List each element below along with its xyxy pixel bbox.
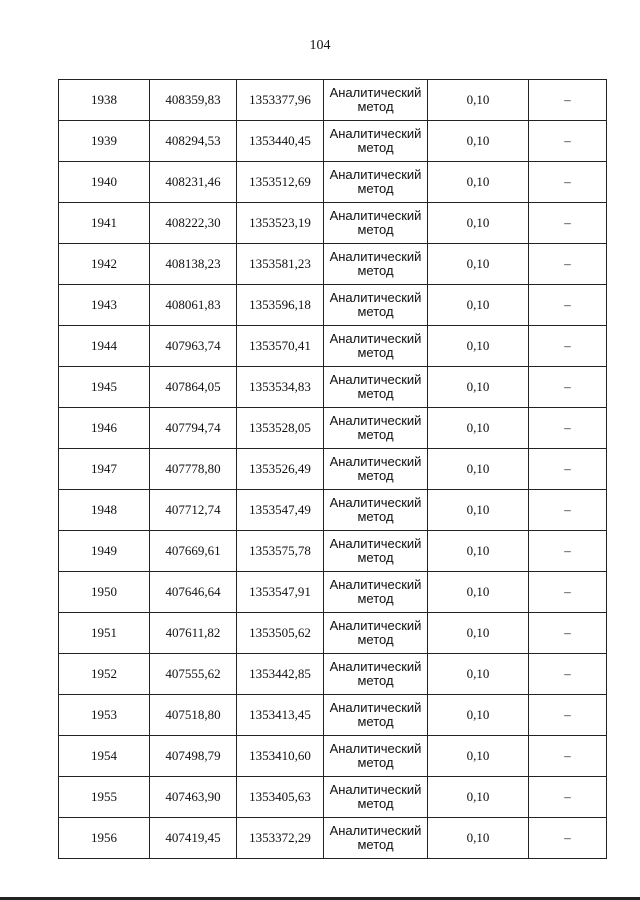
method-line-2: метод [357,304,394,319]
point-number-cell: 1942 [59,244,150,285]
method-line-2: метод [357,755,394,770]
note-cell: – [529,367,607,408]
method-cell [324,326,428,367]
y-coordinate-cell: 1353596,18 [237,285,324,326]
method-cell [324,203,428,244]
point-number-cell: 1949 [59,531,150,572]
table-row [59,162,607,203]
x-coordinate-cell: 408222,30 [150,203,237,244]
method-line-2: метод [357,837,394,852]
note-cell: – [529,572,607,613]
accuracy-cell: 0,10 [428,490,529,531]
accuracy-cell: 0,10 [428,326,529,367]
point-number-cell: 1941 [59,203,150,244]
method-cell [324,490,428,531]
method-line-2: метод [357,99,394,114]
table-row [59,818,607,859]
method-line-2: метод [357,673,394,688]
x-coordinate-cell: 407963,74 [150,326,237,367]
method-line-1: Аналитический [329,85,422,100]
method-line-2: метод [357,550,394,565]
method-line-1: Аналитический [329,167,422,182]
point-number-cell: 1946 [59,408,150,449]
accuracy-cell: 0,10 [428,285,529,326]
method-cell [324,285,428,326]
note-cell: – [529,162,607,203]
page-number: 104 [309,38,331,53]
point-number-cell: 1938 [59,80,150,121]
y-coordinate-cell: 1353547,49 [237,490,324,531]
method-line-1: Аналитический [329,618,422,633]
table-row [59,326,607,367]
y-coordinate-cell: 1353528,05 [237,408,324,449]
x-coordinate-cell: 407794,74 [150,408,237,449]
method-line-1: Аналитический [329,126,422,141]
method-line-1: Аналитический [329,290,422,305]
note-cell: – [529,244,607,285]
x-coordinate-cell: 407611,82 [150,613,237,654]
method-cell [324,367,428,408]
x-coordinate-cell: 407419,45 [150,818,237,859]
method-cell [324,80,428,121]
x-coordinate-cell: 407646,64 [150,572,237,613]
accuracy-cell: 0,10 [428,244,529,285]
table-row [59,490,607,531]
method-cell [324,408,428,449]
accuracy-cell: 0,10 [428,777,529,818]
method-line-1: Аналитический [329,249,422,264]
method-line-2: метод [357,181,394,196]
x-coordinate-cell: 407669,61 [150,531,237,572]
method-line-2: метод [357,714,394,729]
y-coordinate-cell: 1353442,85 [237,654,324,695]
method-line-2: метод [357,427,394,442]
x-coordinate-cell: 407463,90 [150,777,237,818]
note-cell: – [529,203,607,244]
y-coordinate-cell: 1353413,45 [237,695,324,736]
point-number-cell: 1940 [59,162,150,203]
accuracy-cell: 0,10 [428,367,529,408]
table-row [59,777,607,818]
method-line-1: Аналитический [329,495,422,510]
note-cell: – [529,736,607,777]
method-cell [324,613,428,654]
note-cell: – [529,613,607,654]
method-line-2: метод [357,796,394,811]
table-row [59,531,607,572]
table-row [59,449,607,490]
y-coordinate-cell: 1353505,62 [237,613,324,654]
method-line-2: метод [357,468,394,483]
accuracy-cell: 0,10 [428,613,529,654]
note-cell: – [529,490,607,531]
accuracy-cell: 0,10 [428,203,529,244]
point-number-cell: 1956 [59,818,150,859]
x-coordinate-cell: 408138,23 [150,244,237,285]
method-cell [324,736,428,777]
y-coordinate-cell: 1353570,41 [237,326,324,367]
method-line-2: метод [357,263,394,278]
table-row [59,367,607,408]
method-line-1: Аналитический [329,577,422,592]
y-coordinate-cell: 1353534,83 [237,367,324,408]
note-cell: – [529,818,607,859]
note-cell: – [529,80,607,121]
accuracy-cell: 0,10 [428,654,529,695]
note-cell: – [529,695,607,736]
point-number-cell: 1950 [59,572,150,613]
note-cell: – [529,531,607,572]
method-line-2: метод [357,509,394,524]
y-coordinate-cell: 1353575,78 [237,531,324,572]
y-coordinate-cell: 1353410,60 [237,736,324,777]
point-number-cell: 1951 [59,613,150,654]
method-cell [324,531,428,572]
table-row [59,203,607,244]
note-cell: – [529,449,607,490]
method-cell [324,818,428,859]
method-line-1: Аналитический [329,741,422,756]
accuracy-cell: 0,10 [428,80,529,121]
method-cell [324,777,428,818]
table-row [59,244,607,285]
x-coordinate-cell: 407778,80 [150,449,237,490]
note-cell: – [529,121,607,162]
point-number-cell: 1952 [59,654,150,695]
point-number-cell: 1944 [59,326,150,367]
accuracy-cell: 0,10 [428,572,529,613]
method-cell [324,244,428,285]
point-number-cell: 1955 [59,777,150,818]
method-line-1: Аналитический [329,331,422,346]
method-line-1: Аналитический [329,413,422,428]
table-row [59,654,607,695]
method-line-1: Аналитический [329,700,422,715]
method-line-2: метод [357,140,394,155]
method-line-1: Аналитический [329,208,422,223]
accuracy-cell: 0,10 [428,818,529,859]
y-coordinate-cell: 1353512,69 [237,162,324,203]
note-cell: – [529,777,607,818]
point-number-cell: 1945 [59,367,150,408]
point-number-cell: 1947 [59,449,150,490]
method-cell [324,449,428,490]
point-number-cell: 1948 [59,490,150,531]
method-cell [324,162,428,203]
y-coordinate-cell: 1353405,63 [237,777,324,818]
method-line-1: Аналитический [329,536,422,551]
point-number-cell: 1943 [59,285,150,326]
x-coordinate-cell: 407864,05 [150,367,237,408]
accuracy-cell: 0,10 [428,531,529,572]
x-coordinate-cell: 407555,62 [150,654,237,695]
method-line-1: Аналитический [329,782,422,797]
accuracy-cell: 0,10 [428,408,529,449]
x-coordinate-cell: 408231,46 [150,162,237,203]
note-cell: – [529,326,607,367]
table-row [59,408,607,449]
x-coordinate-cell: 407712,74 [150,490,237,531]
y-coordinate-cell: 1353440,45 [237,121,324,162]
x-coordinate-cell: 408294,53 [150,121,237,162]
method-line-1: Аналитический [329,454,422,469]
accuracy-cell: 0,10 [428,121,529,162]
method-line-2: метод [357,222,394,237]
y-coordinate-cell: 1353523,19 [237,203,324,244]
point-number-cell: 1953 [59,695,150,736]
point-number-cell: 1939 [59,121,150,162]
y-coordinate-cell: 1353372,29 [237,818,324,859]
note-cell: – [529,408,607,449]
coordinates-table [58,79,607,859]
method-cell [324,572,428,613]
y-coordinate-cell: 1353377,96 [237,80,324,121]
method-cell [324,695,428,736]
method-cell [324,121,428,162]
y-coordinate-cell: 1353581,23 [237,244,324,285]
method-line-1: Аналитический [329,823,422,838]
method-line-2: метод [357,591,394,606]
x-coordinate-cell: 407518,80 [150,695,237,736]
note-cell: – [529,654,607,695]
accuracy-cell: 0,10 [428,162,529,203]
table-body [59,80,607,859]
table-row [59,695,607,736]
method-line-1: Аналитический [329,659,422,674]
point-number-cell: 1954 [59,736,150,777]
x-coordinate-cell: 407498,79 [150,736,237,777]
accuracy-cell: 0,10 [428,449,529,490]
x-coordinate-cell: 408061,83 [150,285,237,326]
method-line-2: метод [357,386,394,401]
table-row [59,285,607,326]
table-row [59,736,607,777]
y-coordinate-cell: 1353547,91 [237,572,324,613]
table-row [59,121,607,162]
method-cell [324,654,428,695]
accuracy-cell: 0,10 [428,695,529,736]
table-row [59,613,607,654]
method-line-1: Аналитический [329,372,422,387]
accuracy-cell: 0,10 [428,736,529,777]
method-line-2: метод [357,632,394,647]
method-line-2: метод [357,345,394,360]
note-cell: – [529,285,607,326]
y-coordinate-cell: 1353526,49 [237,449,324,490]
table-row [59,80,607,121]
table-row [59,572,607,613]
x-coordinate-cell: 408359,83 [150,80,237,121]
